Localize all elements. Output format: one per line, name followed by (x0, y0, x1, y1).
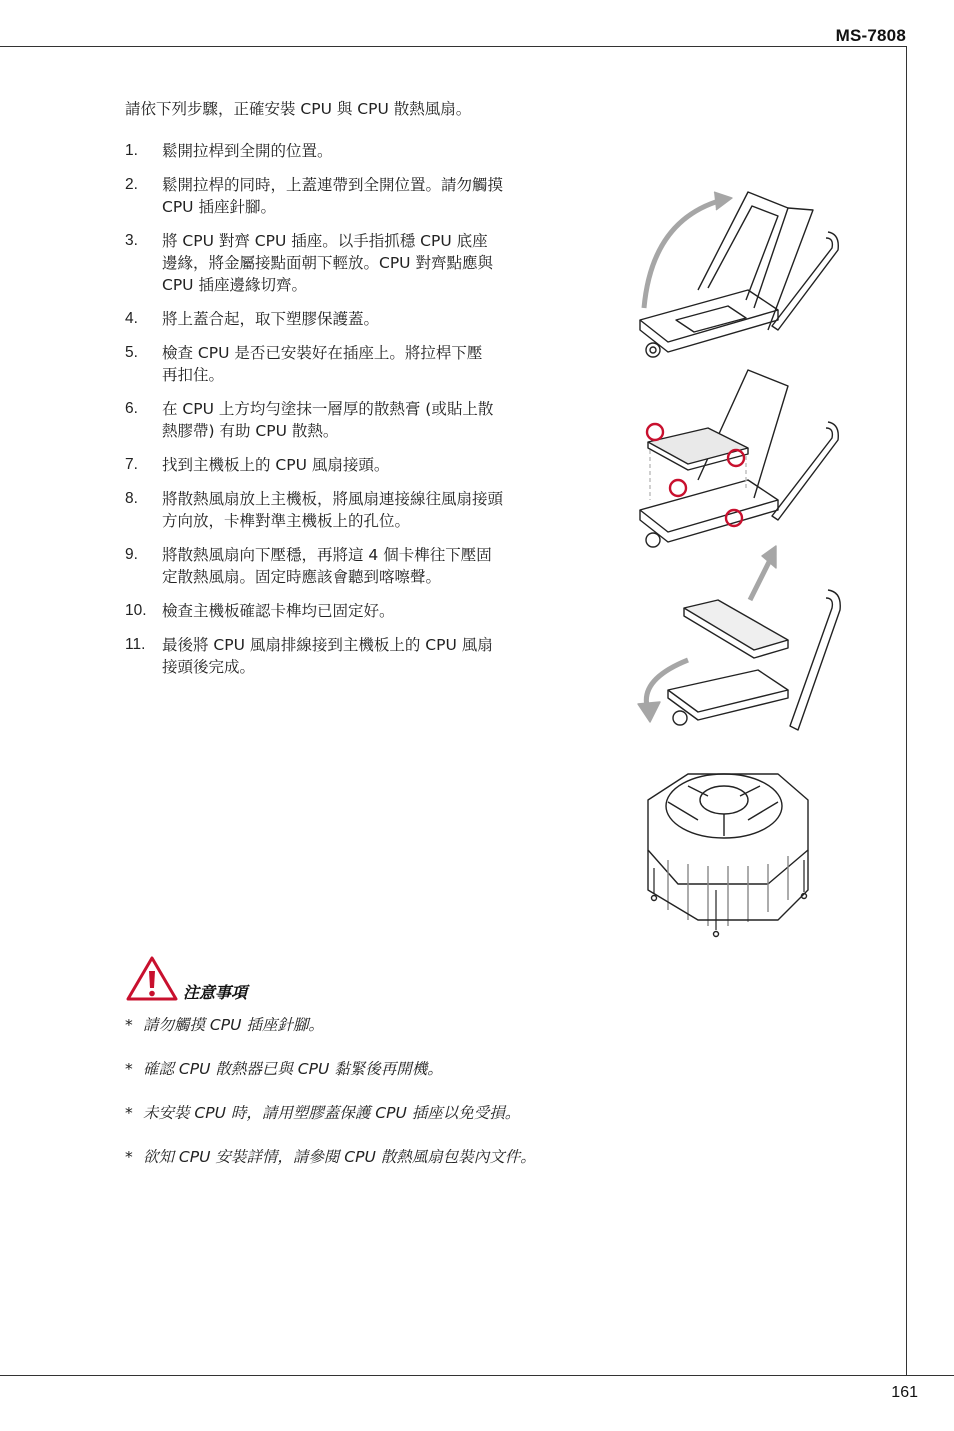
step-item (125, 140, 610, 162)
notice-item (125, 1146, 536, 1190)
notice-text: 確認 CPU 散熱器已與 CPU 黏緊後再開機。 (143, 1060, 443, 1078)
footer-rule (0, 1375, 954, 1376)
open-arrowhead (714, 192, 732, 210)
step-item (125, 544, 610, 588)
step-text-line: 最後將 CPU 風扇排線接到主機板上的 CPU 風扇 (162, 636, 493, 654)
step-item (125, 454, 610, 476)
notice-title: 注意事項 (183, 983, 248, 1002)
cover-close-figure (668, 590, 840, 730)
notice-item (125, 1102, 536, 1146)
cpu-align-figure (640, 370, 838, 547)
step-text-line: 熱膠帶) 有助 CPU 散熱。 (162, 422, 339, 440)
notice-bullet: * (125, 1016, 133, 1034)
step-item (125, 174, 610, 218)
notice-bullet: * (125, 1148, 133, 1166)
step-text-line: 找到主機板上的 CPU 風扇接頭。 (162, 456, 390, 474)
step-text-line: 檢查 CPU 是否已安裝好在插座上。將拉桿下壓 (162, 344, 483, 362)
model-name: MS-7808 (835, 26, 906, 45)
step-number: 6. (125, 400, 138, 417)
step-text-line: 將散熱風扇向下壓穩，再將這 4 個卡榫往下壓固 (162, 546, 492, 564)
step-number: 2. (125, 176, 138, 193)
step-item (125, 398, 610, 442)
notice-text: 未安裝 CPU 時，請用塑膠蓋保護 CPU 插座以免受損。 (143, 1104, 521, 1122)
notice-list (125, 1014, 536, 1190)
step-number: 10. (125, 602, 147, 619)
notice-text: 請勿觸摸 CPU 插座針腳。 (143, 1016, 324, 1034)
socket-open-figure (640, 192, 838, 357)
step-text-line: 鬆開拉桿到全開的位置。 (162, 142, 333, 160)
step-item (125, 488, 610, 532)
step-text-line: 再扣住。 (162, 366, 225, 384)
open-arrow (644, 200, 722, 308)
warning-icon (125, 955, 179, 1003)
notice-bullet: * (125, 1060, 133, 1078)
notice-bullet: * (125, 1104, 133, 1122)
step-item (125, 308, 610, 330)
step-text-line: 在 CPU 上方均勻塗抹一層厚的散熱膏 (或貼上散 (162, 400, 494, 418)
page-number: 161 (891, 1384, 918, 1401)
step-text-line: 檢查主機板確認卡榫均已固定好。 (162, 602, 395, 620)
step-number: 9. (125, 546, 138, 563)
step-number: 7. (125, 456, 138, 473)
step-text-line: 將 CPU 對齊 CPU 插座。以手指抓穩 CPU 底座 (162, 232, 488, 250)
step-text-line: 邊緣，將金屬接點面朝下輕放。CPU 對齊點應與 (162, 254, 493, 272)
step-text-line: 將散熱風扇放上主機板，將風扇連接線往風扇接頭 (162, 490, 504, 508)
step-text-line: CPU 插座邊緣切齊。 (162, 276, 307, 294)
step-number: 1. (125, 142, 138, 159)
header-rule (0, 46, 907, 47)
step-number: 11. (125, 636, 146, 653)
step-text-line: 方向放，卡榫對準主機板上的孔位。 (162, 512, 411, 530)
step-item (125, 600, 610, 622)
lift-arrow (750, 560, 770, 600)
step-text-line: CPU 插座針腳。 (162, 198, 276, 216)
heatsink-fan-figure (648, 774, 808, 937)
step-text-line: 定散熱風扇。固定時應該會聽到喀嚓聲。 (162, 568, 442, 586)
step-number: 8. (125, 490, 138, 507)
step-item (125, 230, 610, 296)
step-number: 5. (125, 344, 138, 361)
step-text-line: 接頭後完成。 (162, 658, 256, 676)
step-text-line: 將上蓋合起，取下塑膠保護蓋。 (162, 310, 380, 328)
intro-text: 請依下列步驟，正確安裝 CPU 與 CPU 散熱風扇。 (125, 100, 472, 118)
step-text-line: 鬆開拉桿的同時，上蓋連帶到全開位置。請勿觸摸 (162, 176, 504, 194)
notice-item (125, 1014, 536, 1058)
notice-text: 欲知 CPU 安裝詳情，請參閱 CPU 散熱風扇包裝內文件。 (143, 1148, 536, 1166)
step-item (125, 634, 610, 678)
step-item (125, 342, 610, 386)
side-rule (906, 46, 907, 1376)
close-arrowhead (638, 702, 660, 722)
step-number: 3. (125, 232, 138, 249)
steps-list (125, 140, 610, 690)
notice-item (125, 1058, 536, 1102)
cpu-install-illustrations (628, 180, 858, 960)
step-number: 4. (125, 310, 138, 327)
